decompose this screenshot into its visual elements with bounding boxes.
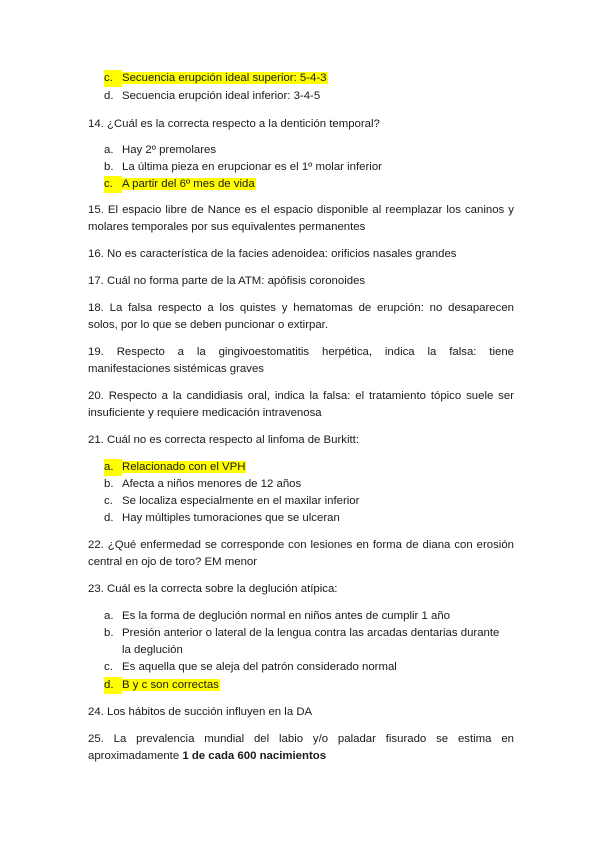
- q20-line1: 20. Respecto a la candidiasis oral, indica la falsa: el tratamiento tópico suele ser: [88, 390, 514, 402]
- q24-paragraph: 24. Los hábitos de succión influyen en la DA: [88, 706, 313, 718]
- option-text: Secuencia erupción ideal superior: 5-4-3: [122, 72, 327, 84]
- option-letter: c.: [104, 70, 122, 87]
- q19-line1: 19. Respecto a la gingivoestomatitis herpética, indica la falsa: tiene: [88, 346, 514, 358]
- q25-line2-bold: 1 de cada 600 nacimientos: [182, 750, 327, 762]
- option-letter: a.: [104, 144, 114, 156]
- q14-option-c: [104, 176, 256, 193]
- q21-question: 21. Cuál no es correcta respecto al linfoma de Burkitt:: [88, 434, 359, 446]
- q22-paragraph: [88, 537, 514, 571]
- option-letter: c.: [104, 495, 113, 507]
- q18-paragraph: [88, 300, 514, 334]
- q21-option-c: [104, 493, 359, 510]
- q19-paragraph: [88, 344, 514, 378]
- q17-paragraph: 17. Cuál no forma parte de la ATM: apófisis coronoides: [88, 275, 366, 287]
- option-text: Es la forma de deglución normal en niños antes de cumplir 1 año: [122, 610, 450, 622]
- q18-line1: 18. La falsa respecto a los quistes y hematomas de erupción: no desaparecen: [88, 302, 514, 314]
- q15-line1: 15. El espacio libre de Nance es el espacio disponible al reemplazar los caninos y: [88, 204, 514, 216]
- q25-line1: 25. La prevalencia mundial del labio y/o paladar fisurado se estima en: [88, 733, 514, 745]
- q21-option-a: [104, 459, 246, 476]
- q19-line2: manifestaciones sistémicas graves: [88, 363, 264, 375]
- option-text-continued: la deglución: [122, 644, 183, 656]
- q18-line2: solos, por lo que se deben puncionar o extirpar.: [88, 319, 328, 331]
- q23-question: 23. Cuál es la correcta sobre la deglución atípica:: [88, 583, 338, 595]
- q14-question: 14. ¿Cuál es la correcta respecto a la dentición temporal?: [88, 118, 380, 130]
- q15-line2: molares temporales por sus equivalentes permanentes: [88, 221, 366, 233]
- q14-option-b: [104, 159, 382, 176]
- q22-line1: 22. ¿Qué enfermedad se corresponde con lesiones en forma de diana con erosión: [88, 539, 514, 551]
- q13-option-d: [104, 88, 320, 105]
- option-text: Es aquella que se aleja del patrón considerado normal: [122, 661, 397, 673]
- q25-line2-prefix: aproximadamente: [88, 750, 183, 762]
- q25-line2: [88, 748, 514, 765]
- option-letter: b.: [104, 478, 114, 490]
- option-text: Secuencia erupción ideal inferior: 3-4-5: [122, 90, 321, 102]
- option-text: La última pieza en erupcionar es el 1º molar inferior: [122, 161, 382, 173]
- q20-paragraph: [88, 388, 514, 422]
- q20-line2: insuficiente y requiere medicación intravenosa: [88, 407, 322, 419]
- option-letter: a.: [104, 459, 122, 476]
- option-letter: b.: [104, 161, 114, 173]
- q13-option-c: [104, 70, 328, 87]
- q23-option-b: [104, 625, 499, 659]
- option-text: A partir del 6º mes de vida: [122, 178, 255, 190]
- option-letter: c.: [104, 176, 122, 193]
- q16-paragraph: 16. No es característica de la facies adenoidea: orificios nasales grandes: [88, 248, 457, 260]
- q22-line2: central en ojo de toro? EM menor: [88, 556, 258, 568]
- option-letter: d.: [104, 677, 122, 694]
- option-letter: d.: [104, 512, 114, 524]
- option-letter: c.: [104, 661, 113, 673]
- q14-option-a: [104, 142, 216, 159]
- option-text: Se localiza especialmente en el maxilar inferior: [122, 495, 360, 507]
- option-text: Hay múltiples tumoraciones que se ulceran: [122, 512, 340, 524]
- option-text: Relacionado con el VPH: [122, 461, 246, 473]
- q23-option-c: [104, 659, 397, 676]
- option-text: B y c son correctas: [122, 679, 219, 691]
- q21-option-b: [104, 476, 301, 493]
- option-text: Afecta a niños menores de 12 años: [122, 478, 302, 490]
- option-text: Hay 2º premolares: [122, 144, 217, 156]
- option-letter: d.: [104, 90, 114, 102]
- option-text: Presión anterior o lateral de la lengua contra las arcadas dentarias durante: [122, 627, 500, 639]
- q23-option-d: [104, 677, 220, 694]
- q25-paragraph: [88, 731, 514, 765]
- q15-paragraph: [88, 202, 514, 236]
- option-letter: a.: [104, 610, 114, 622]
- option-letter: b.: [104, 627, 114, 639]
- q23-option-a: [104, 608, 450, 625]
- q21-option-d: [104, 510, 340, 527]
